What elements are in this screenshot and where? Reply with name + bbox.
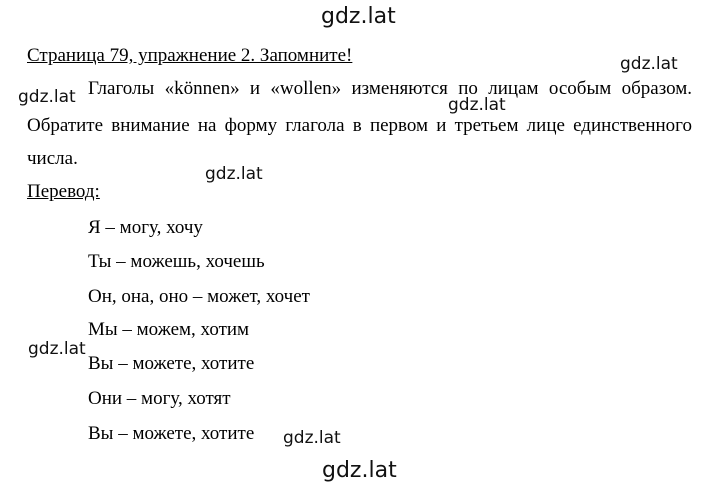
translation-item: Я – могу, хочу: [88, 217, 203, 238]
watermark: gdz.lat: [620, 54, 678, 74]
watermark-bottom: gdz.lat: [322, 458, 397, 483]
watermark: gdz.lat: [448, 95, 506, 115]
translation-item: Они – могу, хотят: [88, 388, 231, 409]
watermark: gdz.lat: [283, 428, 341, 448]
translation-item: Ты – можешь, хочешь: [88, 251, 265, 272]
watermark-top: gdz.lat: [321, 4, 396, 29]
watermark: gdz.lat: [18, 87, 76, 107]
paragraph-line-1: Глаголы «können» и «wollen» изменяются по лицам особым образом.: [88, 78, 692, 99]
translation-item: Он, она, оно – может, хочет: [88, 286, 310, 307]
translation-item: Вы – можете, хотите: [88, 353, 255, 374]
paragraph-line-2: Обратите внимание на форму глагола в первом и третьем лице единственного: [27, 115, 692, 136]
translation-item: Вы – можете, хотите: [88, 423, 255, 444]
watermark: gdz.lat: [28, 339, 86, 359]
paragraph-line-3: числа.: [27, 148, 78, 169]
translation-label: Перевод:: [27, 181, 100, 202]
translation-item: Мы – можем, хотим: [88, 319, 250, 340]
page-heading: Страница 79, упражнение 2. Запомните!: [27, 45, 353, 66]
watermark: gdz.lat: [205, 164, 263, 184]
